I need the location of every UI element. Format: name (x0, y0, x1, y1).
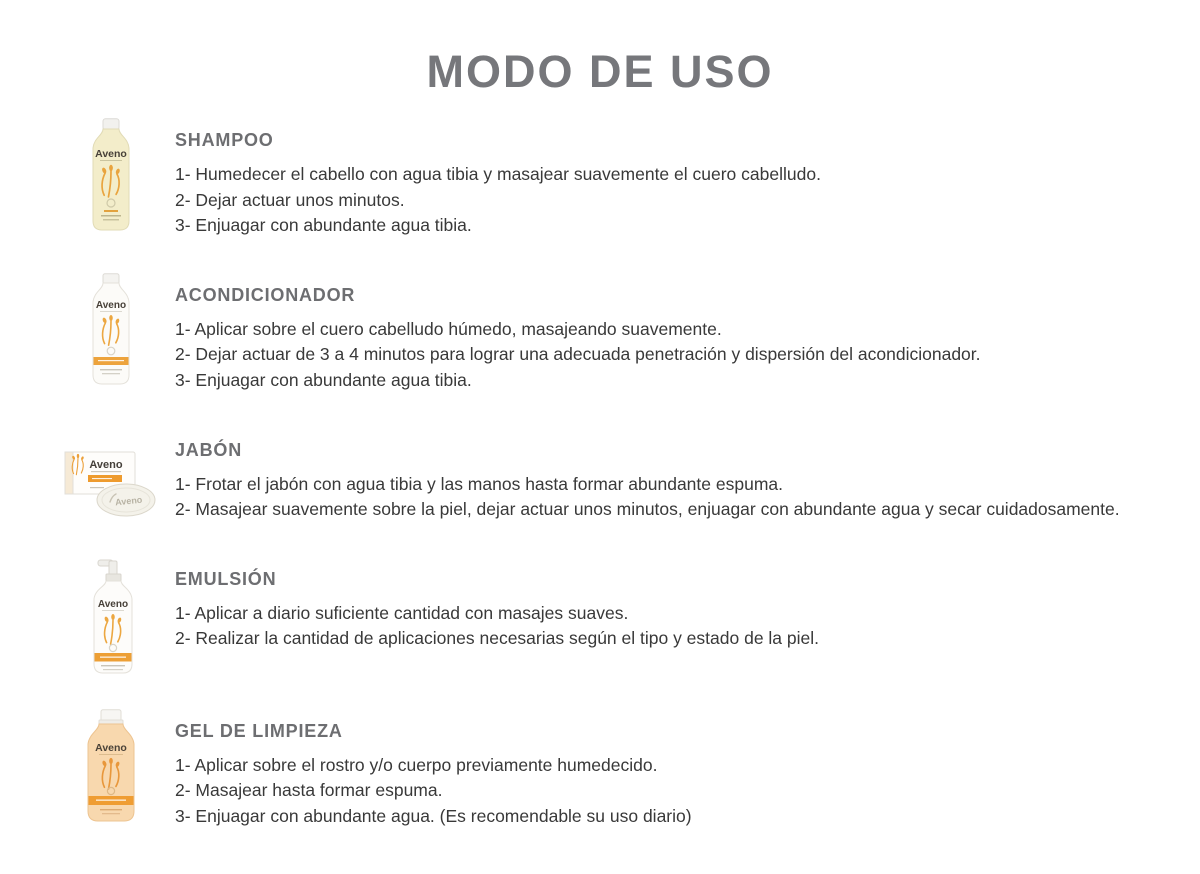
product-heading: SHAMPOO (175, 130, 274, 150)
cleansing-gel-bottle-image (62, 709, 160, 823)
shampoo-bottle-image (62, 118, 160, 232)
instruction-step: 3- Enjuagar con abundante agua tibia. (175, 369, 472, 390)
svg-text:Aveno: Aveno (89, 458, 123, 471)
shampoo-bottle-illustration (88, 118, 134, 232)
soap-bar-illustration (64, 444, 158, 518)
svg-text:Aveno: Aveno (114, 494, 143, 507)
svg-text:Aveno: Aveno (95, 148, 127, 160)
product-section-gel-de-limpieza (62, 717, 1200, 830)
instruction-step: 2- Dejar actuar unos minutos. (175, 189, 405, 210)
instruction-steps (175, 317, 981, 394)
product-section-acondicionador (62, 281, 1200, 394)
product-section-shampoo (62, 126, 1200, 239)
instruction-step: 2- Masajear hasta formar espuma. (175, 780, 443, 801)
emulsion-pump-bottle-illustration (86, 557, 136, 675)
product-info (175, 126, 821, 239)
product-info (175, 281, 981, 394)
instruction-step: 1- Aplicar sobre el rostro y/o cuerpo previamente humedecido. (175, 754, 658, 775)
emulsion-pump-bottle-image (62, 557, 160, 675)
product-heading: EMULSIÓN (175, 568, 277, 589)
svg-text:Aveno: Aveno (95, 299, 127, 311)
product-section-emulsion (62, 565, 1200, 675)
product-heading: ACONDICIONADOR (175, 284, 356, 305)
instruction-step: 2- Realizar la cantidad de aplicaciones necesarias según el tipo y estado de la piel. (175, 628, 820, 649)
instruction-step: 1- Frotar el jabón con agua tibia y las manos hasta formar abundante espuma. (175, 473, 783, 494)
sections (0, 98, 1200, 830)
instruction-steps (175, 162, 821, 239)
conditioner-bottle-image (62, 273, 160, 387)
instruction-steps (175, 472, 1120, 523)
instruction-step: 1- Aplicar a diario suficiente cantidad con masajes suaves. (175, 602, 629, 623)
product-info (175, 717, 692, 830)
instruction-steps (175, 601, 819, 652)
instruction-step: 2- Masajear suavemente sobre la piel, dejar actuar unos minutos, enjuagar con abundante agua y secar cuidadosamente. (175, 499, 1120, 520)
cleansing-gel-bottle-illustration (84, 709, 138, 823)
instruction-step: 2- Dejar actuar de 3 a 4 minutos para lograr una adecuada penetración y dispersión del acondicionador. (175, 344, 981, 365)
instruction-step: 3- Enjuagar con abundante agua tibia. (175, 215, 472, 236)
conditioner-bottle-illustration (90, 273, 132, 387)
product-info (175, 565, 819, 652)
product-heading: JABÓN (175, 439, 243, 460)
instruction-step: 1- Aplicar sobre el cuero cabelludo húmedo, masajeando suavemente. (175, 318, 722, 339)
product-info (175, 436, 1120, 523)
soap-bar-image (62, 444, 160, 518)
instruction-steps (175, 753, 692, 830)
instruction-step: 3- Enjuagar con abundante agua. (Es recomendable su uso diario) (175, 805, 692, 826)
product-heading: GEL DE LIMPIEZA (175, 720, 343, 741)
instruction-step: 1- Humedecer el cabello con agua tibia y masajear suavemente el cuero cabelludo. (175, 164, 821, 184)
svg-text:Aveno: Aveno (95, 741, 127, 754)
page-title: MODO DE USO (426, 46, 774, 97)
product-section-jabon (62, 436, 1200, 523)
svg-text:Aveno: Aveno (97, 598, 129, 610)
